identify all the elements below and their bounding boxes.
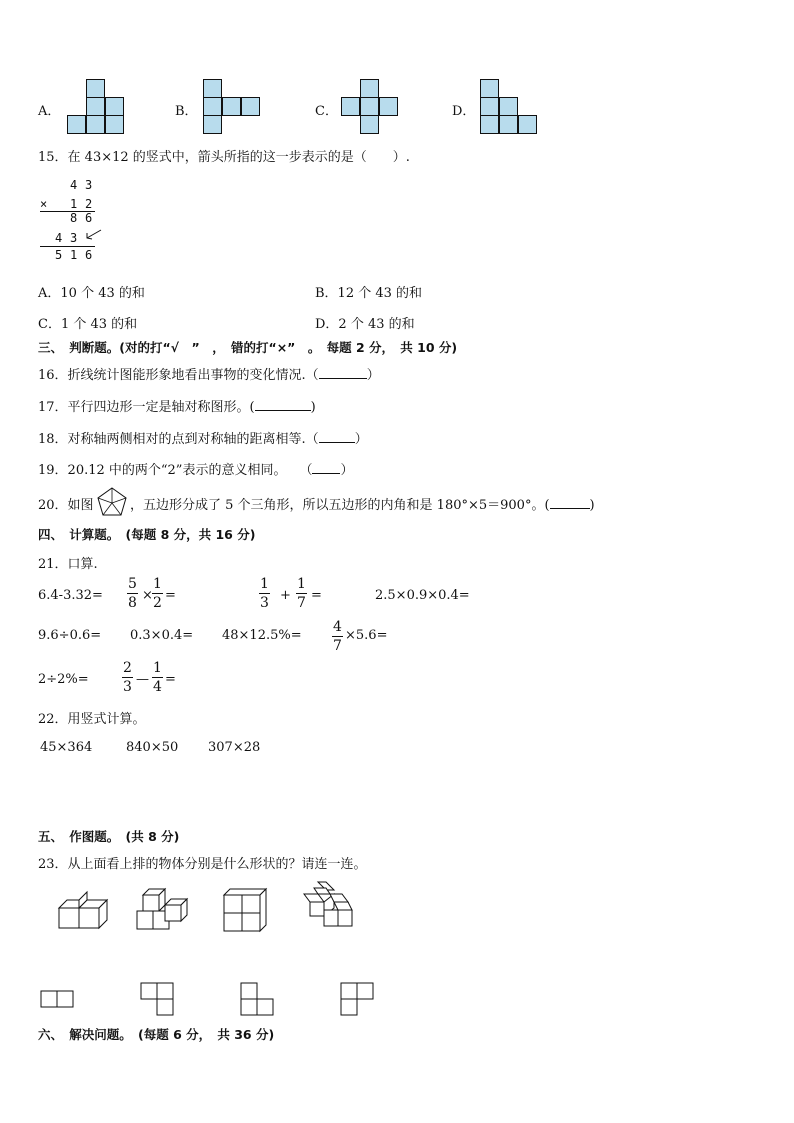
q20-answer-blank[interactable] [550, 508, 590, 509]
calc-operator: — [136, 672, 149, 687]
calc-digit: 2 [85, 197, 93, 211]
top-view-1 [40, 990, 76, 1010]
q20-close: ) [589, 498, 595, 513]
q20-text: ，五边形分成了 5 个三角形，所以五边形的内角和是 180°×5＝900°。( [130, 498, 550, 513]
q19 [38, 459, 353, 478]
fraction: 1 3 [260, 576, 269, 611]
top-view-4 [340, 982, 376, 1018]
calc-item: ×5.6= [345, 628, 388, 643]
calc-digit: 4 [55, 231, 63, 245]
calc-item: 0.3×0.4= [130, 628, 194, 643]
q18-close: ） [354, 432, 368, 447]
q18-text: 18．对称轴两侧相对的点到对称轴的距离相等.（ [38, 432, 319, 447]
section5-title: 五、 作图题。 (共 8 分) [38, 829, 180, 844]
calc-equals: = [311, 588, 322, 603]
calc-digit: 1 [70, 248, 78, 262]
cube-stack-1 [55, 890, 103, 932]
q19-text: 19．20.12 中的两个“2”表示的意义相同。 （ [38, 463, 313, 478]
calc-digit: 6 [85, 211, 93, 225]
q14-option-d-label: D． [452, 104, 476, 119]
calc-rule [40, 246, 95, 247]
cube-stack-4 [300, 880, 356, 932]
q14-option-b-label: B． [175, 104, 198, 119]
section6-title: 六、 解决问题。 (每题 6 分， 共 36 分) [38, 1027, 275, 1042]
calc-digit: 6 [85, 248, 93, 262]
fraction: 2 3 [123, 660, 132, 695]
q18-answer-blank[interactable] [319, 442, 355, 443]
pentagon-figure [95, 485, 129, 519]
q15-option-d: D．2 个 43 的和 [315, 317, 415, 332]
calc-item: 2.5×0.9×0.4= [375, 588, 470, 603]
q17-text: 17．平行四边形一定是轴对称图形。( [38, 400, 255, 415]
q22-item: 840×50 [126, 740, 179, 755]
q16-close: ） [366, 368, 380, 383]
calc-operator: + [280, 588, 291, 603]
calc-digit: 3 [70, 231, 78, 245]
q22-stem: 22．用竖式计算。 [38, 712, 146, 727]
q17-answer-blank[interactable] [255, 410, 311, 411]
calc-digit: 8 [70, 211, 78, 225]
fraction: 1 2 [153, 576, 162, 611]
top-view-3 [240, 982, 276, 1018]
arrow-icon [84, 228, 104, 242]
q15-option-b: B．12 个 43 的和 [315, 286, 423, 301]
q19-answer-blank[interactable] [312, 473, 340, 474]
cube-stack-2 [135, 885, 189, 933]
calc-equals: = [165, 588, 176, 603]
q16-text: 16．折线统计图能形象地看出事物的变化情况.（ [38, 368, 319, 383]
calc-item: 6.4-3.32= [38, 588, 103, 603]
calc-item: 9.6÷0.6= [38, 628, 102, 643]
fraction: 1 4 [153, 660, 162, 695]
calc-item: 48×12.5%= [222, 628, 302, 643]
cube-stack-3 [220, 885, 270, 933]
q22-item: 307×28 [208, 740, 261, 755]
calc-item: 2÷2%= [38, 672, 89, 687]
q16 [38, 364, 380, 383]
calc-digit: 5 [55, 248, 63, 262]
q23-stem: 23．从上面看上排的物体分别是什么形状的？请连一连。 [38, 857, 367, 872]
q22-item: 45×364 [40, 740, 93, 755]
q20-pre: 20．如图 [38, 498, 94, 513]
fraction: 4 7 [333, 619, 342, 654]
section3-title: 三、 判断题。(对的打“√ ” ， 错的打“×” 。 每题 2 分， 共 10 分) [38, 340, 458, 355]
q17-close: ) [310, 400, 316, 415]
q16-answer-blank[interactable] [319, 378, 367, 379]
calc-operator: × [142, 588, 153, 603]
calc-equals: = [165, 672, 176, 687]
fraction: 1 7 [297, 576, 306, 611]
q21-stem: 21．口算. [38, 557, 98, 572]
q20 [130, 494, 595, 513]
q15-option-a: A．10 个 43 的和 [38, 286, 145, 301]
top-view-2 [140, 982, 176, 1018]
q17 [38, 396, 316, 415]
q18 [38, 428, 368, 447]
q14-option-c-label: C． [315, 104, 338, 119]
section4-title: 四、 计算题。 (每题 8 分，共 16 分) [38, 527, 256, 542]
q19-close: ） [340, 463, 354, 478]
q15-stem: 15．在 43×12 的竖式中，箭头所指的这一步表示的是（ ）. [38, 150, 410, 165]
q14-option-a-label: A． [38, 104, 61, 119]
q15-option-c: C．1 个 43 的和 [38, 317, 138, 332]
fraction: 5 8 [128, 576, 137, 611]
calc-digit: 4 [70, 178, 78, 192]
calc-digit: 1 [70, 197, 78, 211]
calc-digit: 3 [85, 178, 93, 192]
calc-operator: × [40, 197, 48, 211]
